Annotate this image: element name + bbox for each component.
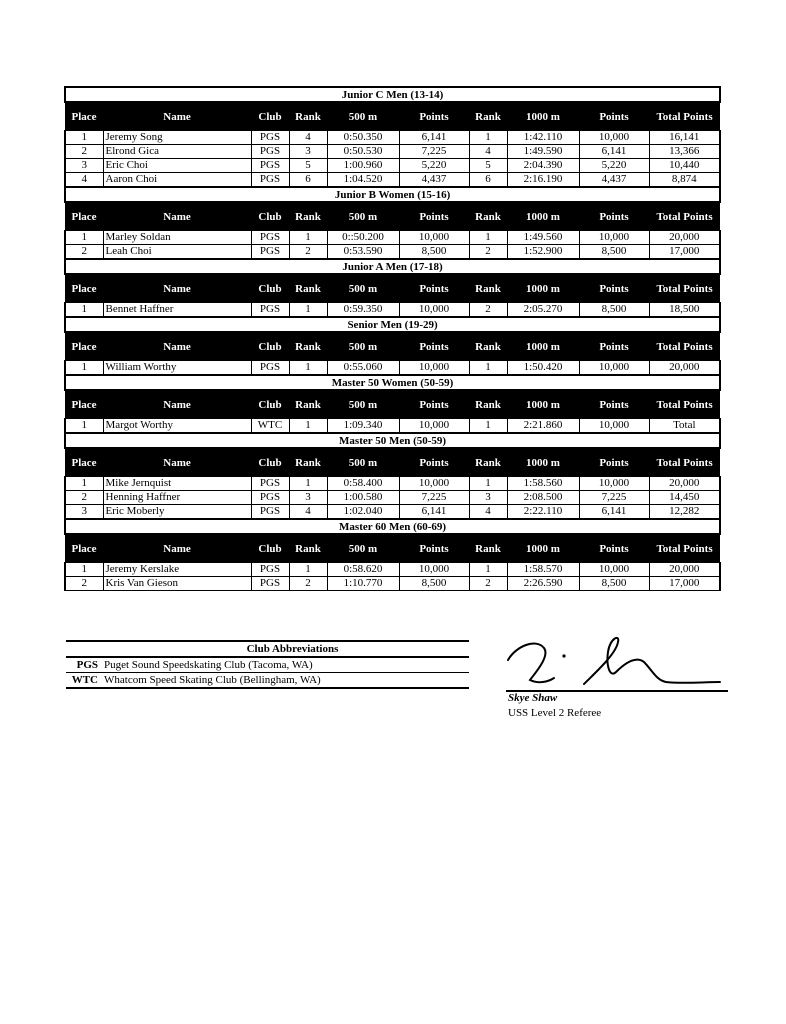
points-500-cell: 7,225 <box>399 145 469 159</box>
column-header-name: Name <box>103 274 251 303</box>
rank-1000-cell: 4 <box>469 145 507 159</box>
column-header-m1000: 1000 m <box>507 102 579 131</box>
rank-1000-cell: 1 <box>469 563 507 577</box>
column-header-rank2: Rank <box>469 102 507 131</box>
column-header-club: Club <box>251 332 289 361</box>
points-500-cell: 10,000 <box>399 361 469 376</box>
rank-1000-cell: 2 <box>469 303 507 318</box>
name-cell: Bennet Haffner <box>103 303 251 318</box>
time-500-cell: 0:58.620 <box>327 563 399 577</box>
club-cell: PGS <box>251 131 289 145</box>
time-1000-cell: 1:42.110 <box>507 131 579 145</box>
column-header-rank: Rank <box>289 202 327 231</box>
column-header-total: Total Points <box>649 390 720 419</box>
column-header-total: Total Points <box>649 202 720 231</box>
column-header-rank: Rank <box>289 102 327 131</box>
column-header-place: Place <box>65 274 103 303</box>
points-500-cell: 10,000 <box>399 419 469 434</box>
column-header-name: Name <box>103 534 251 563</box>
column-header-points2: Points <box>579 448 649 477</box>
points-1000-cell: 6,141 <box>579 145 649 159</box>
category-title-row <box>65 187 720 202</box>
table-row <box>65 245 720 260</box>
name-cell: Margot Worthy <box>103 419 251 434</box>
rank-500-cell: 2 <box>289 245 327 260</box>
abbreviation-description: Puget Sound Speedskating Club (Tacoma, WA) <box>104 659 313 671</box>
time-1000-cell: 1:58.560 <box>507 477 579 491</box>
column-header-place: Place <box>65 332 103 361</box>
name-cell: Henning Haffner <box>103 491 251 505</box>
category-title: Senior Men (19-29) <box>65 317 720 332</box>
club-cell: PGS <box>251 159 289 173</box>
club-cell: PGS <box>251 245 289 260</box>
column-header-points: Points <box>399 274 469 303</box>
category-title-row <box>65 375 720 390</box>
total-points-cell: 12,282 <box>649 505 720 520</box>
club-cell: PGS <box>251 361 289 376</box>
time-500-cell: 1:04.520 <box>327 173 399 188</box>
abbreviation-row <box>66 658 469 673</box>
points-1000-cell: 8,500 <box>579 245 649 260</box>
total-points-cell: Total <box>649 419 720 434</box>
points-1000-cell: 10,000 <box>579 419 649 434</box>
column-header-m500: 500 m <box>327 390 399 419</box>
time-1000-cell: 1:49.590 <box>507 145 579 159</box>
points-1000-cell: 10,000 <box>579 563 649 577</box>
points-500-cell: 8,500 <box>399 245 469 260</box>
referee-title: USS Level 2 Referee <box>508 707 602 719</box>
table-row <box>65 577 720 591</box>
points-1000-cell: 8,500 <box>579 303 649 318</box>
column-header-points: Points <box>399 390 469 419</box>
total-points-cell: 20,000 <box>649 361 720 376</box>
points-1000-cell: 10,000 <box>579 131 649 145</box>
column-header-m1000: 1000 m <box>507 534 579 563</box>
points-1000-cell: 10,000 <box>579 361 649 376</box>
time-1000-cell: 2:08.500 <box>507 491 579 505</box>
abbreviation-description: Whatcom Speed Skating Club (Bellingham, WA) <box>104 674 321 686</box>
column-header-club: Club <box>251 390 289 419</box>
column-header-m500: 500 m <box>327 332 399 361</box>
points-500-cell: 6,141 <box>399 505 469 520</box>
referee-signature <box>506 632 728 692</box>
column-header-place: Place <box>65 202 103 231</box>
table-row <box>65 231 720 245</box>
column-header-row <box>65 202 720 231</box>
category-title-row <box>65 87 720 102</box>
place-cell: 3 <box>65 505 103 520</box>
points-1000-cell: 7,225 <box>579 491 649 505</box>
category-title: Junior C Men (13-14) <box>65 87 720 102</box>
column-header-rank2: Rank <box>469 332 507 361</box>
club-cell: PGS <box>251 577 289 591</box>
abbreviation-row <box>66 673 469 689</box>
rank-500-cell: 1 <box>289 419 327 434</box>
total-points-cell: 10,440 <box>649 159 720 173</box>
column-header-name: Name <box>103 448 251 477</box>
results-table <box>64 86 721 591</box>
total-points-cell: 16,141 <box>649 131 720 145</box>
place-cell: 2 <box>65 245 103 260</box>
category-title: Master 50 Men (50-59) <box>65 433 720 448</box>
rank-500-cell: 3 <box>289 491 327 505</box>
time-1000-cell: 1:52.900 <box>507 245 579 260</box>
column-header-m1000: 1000 m <box>507 390 579 419</box>
rank-1000-cell: 1 <box>469 419 507 434</box>
place-cell: 2 <box>65 145 103 159</box>
column-header-m1000: 1000 m <box>507 448 579 477</box>
time-1000-cell: 1:49.560 <box>507 231 579 245</box>
rank-1000-cell: 5 <box>469 159 507 173</box>
rank-1000-cell: 2 <box>469 577 507 591</box>
points-500-cell: 10,000 <box>399 563 469 577</box>
name-cell: Eric Moberly <box>103 505 251 520</box>
table-row <box>65 173 720 188</box>
club-cell: PGS <box>251 231 289 245</box>
column-header-points2: Points <box>579 332 649 361</box>
name-cell: Marley Soldan <box>103 231 251 245</box>
time-500-cell: 0:58.400 <box>327 477 399 491</box>
column-header-name: Name <box>103 202 251 231</box>
column-header-club: Club <box>251 534 289 563</box>
table-row <box>65 419 720 434</box>
rank-1000-cell: 1 <box>469 477 507 491</box>
points-500-cell: 4,437 <box>399 173 469 188</box>
table-row <box>65 477 720 491</box>
club-cell: PGS <box>251 173 289 188</box>
club-abbreviations <box>66 640 469 689</box>
time-500-cell: 0:50.530 <box>327 145 399 159</box>
rank-1000-cell: 4 <box>469 505 507 520</box>
referee-name: Skye Shaw <box>508 692 558 704</box>
time-1000-cell: 2:26.590 <box>507 577 579 591</box>
column-header-name: Name <box>103 332 251 361</box>
category-title: Junior A Men (17-18) <box>65 259 720 274</box>
rank-1000-cell: 6 <box>469 173 507 188</box>
signature-image <box>506 632 728 690</box>
rank-500-cell: 6 <box>289 173 327 188</box>
rank-500-cell: 4 <box>289 505 327 520</box>
name-cell: Aaron Choi <box>103 173 251 188</box>
column-header-club: Club <box>251 202 289 231</box>
total-points-cell: 17,000 <box>649 577 720 591</box>
points-500-cell: 5,220 <box>399 159 469 173</box>
club-cell: WTC <box>251 419 289 434</box>
place-cell: 2 <box>65 491 103 505</box>
column-header-total: Total Points <box>649 534 720 563</box>
place-cell: 1 <box>65 563 103 577</box>
column-header-m1000: 1000 m <box>507 332 579 361</box>
column-header-place: Place <box>65 390 103 419</box>
time-500-cell: 0::50.200 <box>327 231 399 245</box>
category-title: Master 50 Women (50-59) <box>65 375 720 390</box>
time-500-cell: 1:00.580 <box>327 491 399 505</box>
rank-500-cell: 2 <box>289 577 327 591</box>
column-header-points: Points <box>399 534 469 563</box>
column-header-place: Place <box>65 102 103 131</box>
table-row <box>65 159 720 173</box>
name-cell: Jeremy Song <box>103 131 251 145</box>
place-cell: 1 <box>65 303 103 318</box>
column-header-rank2: Rank <box>469 274 507 303</box>
column-header-rank: Rank <box>289 534 327 563</box>
points-1000-cell: 8,500 <box>579 577 649 591</box>
column-header-m1000: 1000 m <box>507 274 579 303</box>
rank-1000-cell: 2 <box>469 245 507 260</box>
column-header-row <box>65 390 720 419</box>
club-cell: PGS <box>251 563 289 577</box>
points-1000-cell: 10,000 <box>579 477 649 491</box>
name-cell: William Worthy <box>103 361 251 376</box>
column-header-points2: Points <box>579 390 649 419</box>
table-row <box>65 131 720 145</box>
column-header-points2: Points <box>579 102 649 131</box>
category-title-row <box>65 317 720 332</box>
column-header-points2: Points <box>579 202 649 231</box>
time-1000-cell: 2:21.860 <box>507 419 579 434</box>
column-header-points2: Points <box>579 534 649 563</box>
club-cell: PGS <box>251 145 289 159</box>
place-cell: 1 <box>65 361 103 376</box>
results-table-container <box>64 86 719 591</box>
time-1000-cell: 2:22.110 <box>507 505 579 520</box>
column-header-name: Name <box>103 102 251 131</box>
category-title: Master 60 Men (60-69) <box>65 519 720 534</box>
column-header-row <box>65 274 720 303</box>
rank-500-cell: 3 <box>289 145 327 159</box>
column-header-m500: 500 m <box>327 102 399 131</box>
column-header-total: Total Points <box>649 102 720 131</box>
category-title: Junior B Women (15-16) <box>65 187 720 202</box>
column-header-row <box>65 332 720 361</box>
column-header-total: Total Points <box>649 332 720 361</box>
points-1000-cell: 10,000 <box>579 231 649 245</box>
time-1000-cell: 2:16.190 <box>507 173 579 188</box>
place-cell: 1 <box>65 231 103 245</box>
column-header-club: Club <box>251 274 289 303</box>
points-500-cell: 10,000 <box>399 477 469 491</box>
points-500-cell: 10,000 <box>399 231 469 245</box>
club-cell: PGS <box>251 491 289 505</box>
rank-500-cell: 1 <box>289 303 327 318</box>
table-row <box>65 505 720 520</box>
column-header-points: Points <box>399 332 469 361</box>
table-row <box>65 491 720 505</box>
column-header-rank: Rank <box>289 390 327 419</box>
total-points-cell: 20,000 <box>649 563 720 577</box>
table-row <box>65 145 720 159</box>
abbreviation-code: WTC <box>71 674 98 686</box>
points-500-cell: 6,141 <box>399 131 469 145</box>
time-1000-cell: 2:04.390 <box>507 159 579 173</box>
column-header-rank2: Rank <box>469 202 507 231</box>
category-title-row <box>65 519 720 534</box>
place-cell: 1 <box>65 131 103 145</box>
rank-500-cell: 1 <box>289 477 327 491</box>
rank-500-cell: 5 <box>289 159 327 173</box>
table-row <box>65 563 720 577</box>
points-500-cell: 7,225 <box>399 491 469 505</box>
club-cell: PGS <box>251 303 289 318</box>
name-cell: Jeremy Kerslake <box>103 563 251 577</box>
column-header-row <box>65 448 720 477</box>
column-header-club: Club <box>251 102 289 131</box>
time-1000-cell: 1:50.420 <box>507 361 579 376</box>
points-1000-cell: 4,437 <box>579 173 649 188</box>
column-header-m1000: 1000 m <box>507 202 579 231</box>
column-header-place: Place <box>65 448 103 477</box>
rank-1000-cell: 1 <box>469 361 507 376</box>
club-cell: PGS <box>251 505 289 520</box>
table-row <box>65 303 720 318</box>
place-cell: 1 <box>65 477 103 491</box>
time-500-cell: 0:50.350 <box>327 131 399 145</box>
time-500-cell: 1:02.040 <box>327 505 399 520</box>
column-header-rank: Rank <box>289 448 327 477</box>
column-header-row <box>65 102 720 131</box>
column-header-rank: Rank <box>289 332 327 361</box>
rank-500-cell: 4 <box>289 131 327 145</box>
points-1000-cell: 5,220 <box>579 159 649 173</box>
time-1000-cell: 2:05.270 <box>507 303 579 318</box>
table-row <box>65 361 720 376</box>
column-header-total: Total Points <box>649 448 720 477</box>
column-header-m500: 500 m <box>327 202 399 231</box>
rank-500-cell: 1 <box>289 231 327 245</box>
column-header-points2: Points <box>579 274 649 303</box>
rank-500-cell: 1 <box>289 361 327 376</box>
points-1000-cell: 6,141 <box>579 505 649 520</box>
place-cell: 1 <box>65 419 103 434</box>
column-header-m500: 500 m <box>327 448 399 477</box>
place-cell: 3 <box>65 159 103 173</box>
name-cell: Mike Jernquist <box>103 477 251 491</box>
column-header-rank2: Rank <box>469 534 507 563</box>
column-header-place: Place <box>65 534 103 563</box>
column-header-rank2: Rank <box>469 448 507 477</box>
total-points-cell: 20,000 <box>649 477 720 491</box>
abbreviations-title: Club Abbreviations <box>66 640 469 658</box>
total-points-cell: 8,874 <box>649 173 720 188</box>
place-cell: 2 <box>65 577 103 591</box>
points-500-cell: 10,000 <box>399 303 469 318</box>
time-1000-cell: 1:58.570 <box>507 563 579 577</box>
time-500-cell: 1:09.340 <box>327 419 399 434</box>
time-500-cell: 0:55.060 <box>327 361 399 376</box>
total-points-cell: 18,500 <box>649 303 720 318</box>
total-points-cell: 13,366 <box>649 145 720 159</box>
column-header-points: Points <box>399 448 469 477</box>
time-500-cell: 0:59.350 <box>327 303 399 318</box>
rank-1000-cell: 3 <box>469 491 507 505</box>
abbreviation-code: PGS <box>76 659 98 671</box>
column-header-club: Club <box>251 448 289 477</box>
column-header-rank: Rank <box>289 274 327 303</box>
name-cell: Kris Van Gieson <box>103 577 251 591</box>
column-header-points: Points <box>399 102 469 131</box>
time-500-cell: 1:00.960 <box>327 159 399 173</box>
column-header-rank2: Rank <box>469 390 507 419</box>
name-cell: Leah Choi <box>103 245 251 260</box>
place-cell: 4 <box>65 173 103 188</box>
column-header-m500: 500 m <box>327 274 399 303</box>
name-cell: Elrond Gica <box>103 145 251 159</box>
total-points-cell: 17,000 <box>649 245 720 260</box>
time-500-cell: 1:10.770 <box>327 577 399 591</box>
rank-1000-cell: 1 <box>469 231 507 245</box>
total-points-cell: 20,000 <box>649 231 720 245</box>
time-500-cell: 0:53.590 <box>327 245 399 260</box>
rank-1000-cell: 1 <box>469 131 507 145</box>
column-header-row <box>65 534 720 563</box>
column-header-total: Total Points <box>649 274 720 303</box>
club-cell: PGS <box>251 477 289 491</box>
column-header-name: Name <box>103 390 251 419</box>
column-header-m500: 500 m <box>327 534 399 563</box>
column-header-points: Points <box>399 202 469 231</box>
rank-500-cell: 1 <box>289 563 327 577</box>
points-500-cell: 8,500 <box>399 577 469 591</box>
category-title-row <box>65 433 720 448</box>
total-points-cell: 14,450 <box>649 491 720 505</box>
category-title-row <box>65 259 720 274</box>
name-cell: Eric Choi <box>103 159 251 173</box>
